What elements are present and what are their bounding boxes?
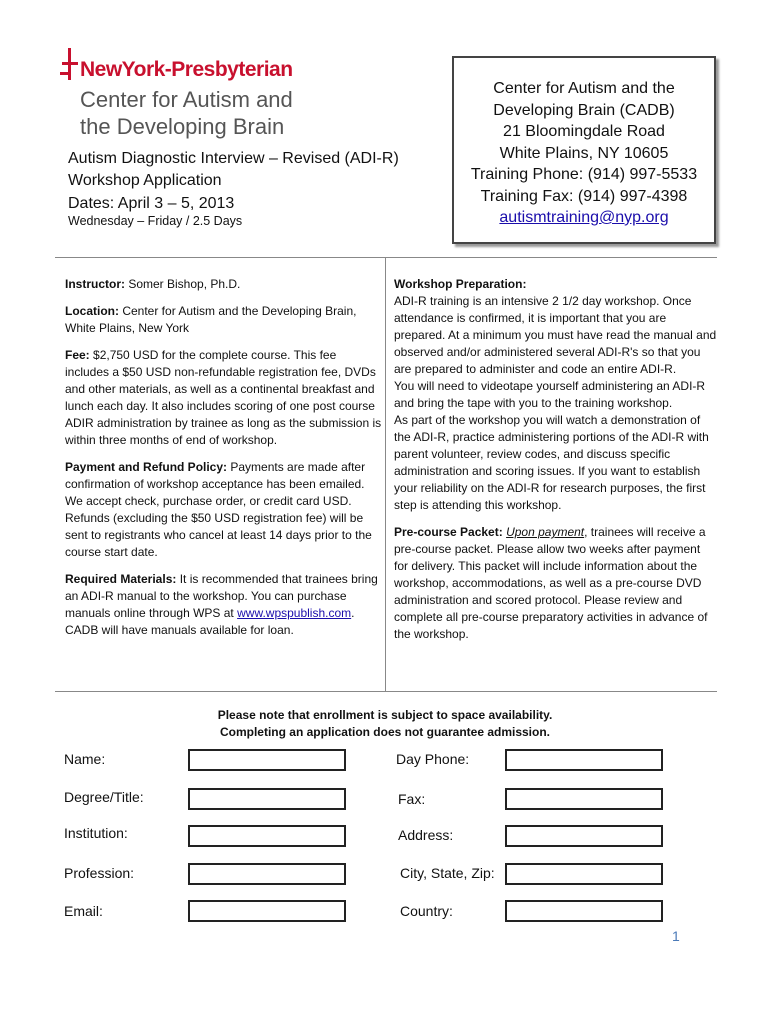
- day-phone-label: Day Phone:: [396, 751, 470, 767]
- title-days: Wednesday – Friday / 2.5 Days: [68, 214, 243, 228]
- prep-paragraph3: As part of the workshop you will watch a demonstration of the ADI-R, practice administering portions of the ADI-R with parent volunteer, review codes, and discuss specific administration and scoring issues. If you want to establish your reliability on the ADI-R for research purposes, the first step is attending this workshop.: [394, 413, 709, 512]
- logo-subtitle-line1: Center for Autism and: [80, 87, 293, 112]
- address-field[interactable]: [505, 825, 663, 847]
- logo-subtitle-line2: the Developing Brain: [80, 114, 285, 139]
- contact-line4: White Plains, NY 10605: [499, 144, 669, 162]
- name-field[interactable]: [188, 749, 346, 771]
- contact-line3: 21 Bloomingdale Road: [503, 123, 665, 140]
- right-column: [394, 276, 717, 643]
- title-line1: Autism Diagnostic Interview – Revised (ADI-R): [68, 150, 399, 167]
- email-label: Email:: [64, 903, 103, 919]
- contact-fax: Training Fax: (914) 997-4398: [480, 187, 688, 205]
- instructor-info: [65, 276, 383, 293]
- left-column: [65, 276, 383, 649]
- fee-info: [65, 347, 383, 449]
- location-info: [65, 303, 383, 337]
- notice-line1: Please note that enrollment is subject to space availability.: [217, 708, 553, 722]
- title-line2: Workshop Application: [68, 172, 222, 189]
- table-column-divider: [385, 257, 386, 691]
- profession-field[interactable]: [188, 863, 346, 885]
- day-phone-field[interactable]: [505, 749, 663, 771]
- contact-line2: Developing Brain (CADB): [493, 101, 675, 119]
- packet-label: Pre-course Packet:: [394, 525, 503, 539]
- title-dates: Dates: April 3 – 5, 2013: [68, 195, 235, 212]
- notice-line2: Completing an application does not guarantee admission.: [219, 725, 551, 739]
- prep-paragraph1: ADI-R training is an intensive 2 1/2 day workshop. Once attendance is confirmed, it is important that you are prepared. At a minimum you must have read the manual and observed and/or administered several ADI-R's so that you are prepared to administer and code an entire ADI-R.: [394, 294, 717, 376]
- fee-value: $2,750 USD for the complete course. This fee includes a $50 USD non-refundable registration fee, DVDs and other materials, as well as a continental breakfast and lunch each day. It also includes scoring of one post course ADIR administration by trainee as long as the submission is within three months of end of workshop.: [65, 348, 382, 447]
- email-field[interactable]: [188, 900, 346, 922]
- nyp-logo-icon: [58, 48, 78, 80]
- address-label: Address:: [398, 827, 454, 843]
- location-label: Location:: [65, 304, 119, 318]
- city-state-zip-field[interactable]: [505, 863, 663, 885]
- enrollment-notice: [0, 707, 770, 741]
- materials-value2: . CADB will have manuals available for loan.: [65, 606, 355, 637]
- prep-label: Workshop Preparation:: [394, 277, 527, 291]
- prep-paragraph2: You will need to videotape yourself administering an ADI-R and bring the tape with you to the training workshop.: [394, 379, 706, 410]
- institution-label: Institution:: [64, 825, 128, 841]
- materials-value1: It is recommended that trainees bring an ADI-R manual to the workshop. You can purchase manuals online through WPS at: [65, 572, 378, 620]
- materials-label: Required Materials:: [65, 572, 177, 586]
- country-label: Country:: [400, 903, 453, 919]
- contact-box: [452, 56, 716, 244]
- instructor-label: Instructor:: [65, 277, 125, 291]
- page-number: 1: [672, 928, 680, 944]
- contact-line1: Center for Autism and the: [493, 80, 675, 97]
- profession-label: Profession:: [64, 865, 135, 881]
- table-bottom-rule: [55, 691, 717, 692]
- packet-underlined: Upon payment: [506, 525, 585, 539]
- country-field[interactable]: [505, 900, 663, 922]
- degree-field[interactable]: [188, 788, 346, 810]
- location-value: Center for Autism and the Developing Brain, White Plains, New York: [65, 304, 357, 335]
- degree-label: Degree/Title:: [64, 789, 144, 805]
- payment-info: [65, 459, 383, 561]
- packet-info: [394, 524, 717, 643]
- packet-value: , trainees will receive a pre-course packet. Please allow two weeks after payment for delivery. This packet will include information about the workshop, accommodations, as well as a pre-course DVD administration and scored protocol. Please review and complete all pre-course preparatory activities in advance of the workshop.: [394, 525, 708, 641]
- payment-label: Payment and Refund Policy:: [65, 460, 228, 474]
- payment-value: Payments are made after confirmation of workshop acceptance has been emailed. We accept check, purchase order, or credit card USD. Refunds (excluding the $50 USD registration fee) will be sent to registrants who cancel at least 14 days prior to the course start date.: [65, 460, 372, 559]
- wps-link[interactable]: www.wpspublish.com: [237, 606, 352, 620]
- fee-label: Fee:: [65, 348, 90, 362]
- instructor-value: Somer Bishop, Ph.D.: [125, 277, 241, 291]
- table-top-rule: [55, 257, 717, 258]
- institution-field[interactable]: [188, 825, 346, 847]
- fax-field[interactable]: [505, 788, 663, 810]
- fax-label: Fax:: [398, 791, 426, 807]
- materials-info: [65, 571, 383, 639]
- logo-name: NewYork-Presbyterian: [80, 58, 293, 81]
- city-state-zip-label: City, State, Zip:: [400, 865, 495, 881]
- name-label: Name:: [64, 751, 106, 767]
- contact-phone: Training Phone: (914) 997-5533: [470, 166, 698, 183]
- contact-email-link[interactable]: autismtraining@nyp.org: [499, 209, 669, 226]
